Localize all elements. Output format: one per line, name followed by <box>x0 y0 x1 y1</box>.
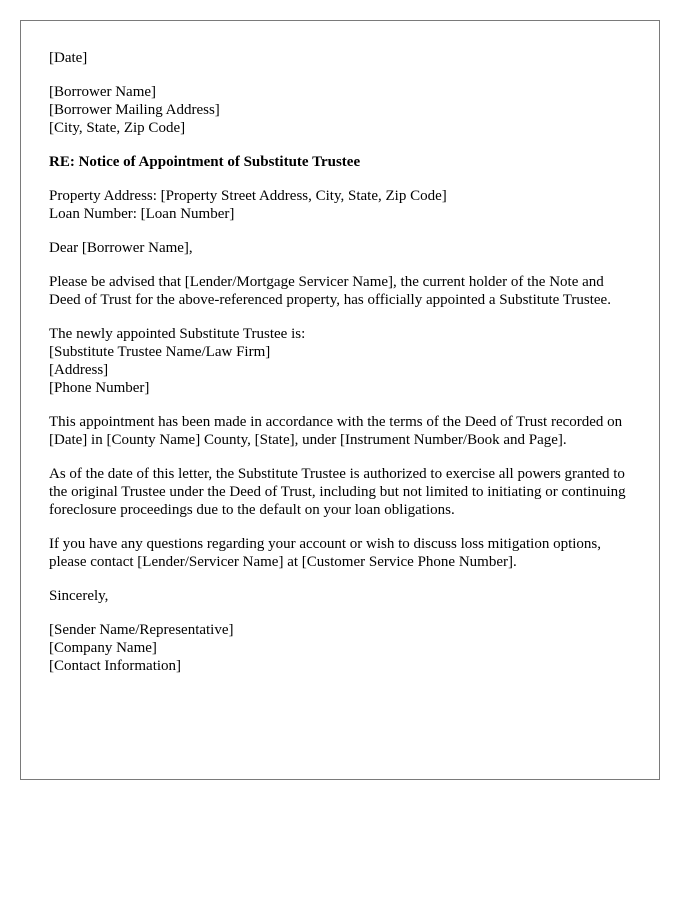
subject-line: RE: Notice of Appointment of Substitute Trustee <box>49 154 361 170</box>
salutation-block <box>49 239 631 257</box>
paragraph-trustee-powers: As of the date of this letter, the Substitute Trustee is authorized to exercise all powers granted to the original Trustee under the Deed of Trust, including but not limited to initiating or continuing foreclosure proceedings due to the default on your loan obligations. <box>49 466 626 518</box>
trustee-phone: [Phone Number] <box>49 380 150 396</box>
closing: Sincerely, <box>49 588 109 604</box>
date-block <box>49 49 631 67</box>
subject-block <box>49 153 631 171</box>
loan-number: Loan Number: [Loan Number] <box>49 206 235 222</box>
borrower-address-block <box>49 83 631 137</box>
salutation: Dear [Borrower Name], <box>49 240 193 256</box>
signature-block <box>49 621 631 675</box>
trustee-block <box>49 325 631 397</box>
sender-name: [Sender Name/Representative] <box>49 622 234 638</box>
letter-document <box>20 20 660 780</box>
trustee-address: [Address] <box>49 362 109 378</box>
borrower-mailing-address: [Borrower Mailing Address] <box>49 102 220 118</box>
paragraph-deed-reference: This appointment has been made in accordance with the terms of the Deed of Trust recorded on [Date] in [County Name] County, [State], under [Instrument Number/Book and Page]. <box>49 414 623 448</box>
property-block <box>49 187 631 223</box>
letter-date: [Date] <box>49 50 88 66</box>
paragraph-contact: If you have any questions regarding your account or wish to discuss loss mitigation options, please contact [Lender/Servicer Name] at [Customer Service Phone Number]. <box>49 536 602 570</box>
paragraph-appointment-notice: Please be advised that [Lender/Mortgage Servicer Name], the current holder of the Note and Deed of Trust for the above-referenced property, has officially appointed a Substitute Trustee. <box>49 274 611 308</box>
borrower-city-state-zip: [City, State, Zip Code] <box>49 120 186 136</box>
trustee-name: [Substitute Trustee Name/Law Firm] <box>49 344 271 360</box>
closing-block <box>49 587 631 605</box>
sender-company: [Company Name] <box>49 640 157 656</box>
property-address: Property Address: [Property Street Address, City, State, Zip Code] <box>49 188 447 204</box>
borrower-name: [Borrower Name] <box>49 84 157 100</box>
trustee-intro: The newly appointed Substitute Trustee is: <box>49 326 306 342</box>
sender-contact: [Contact Information] <box>49 658 182 674</box>
